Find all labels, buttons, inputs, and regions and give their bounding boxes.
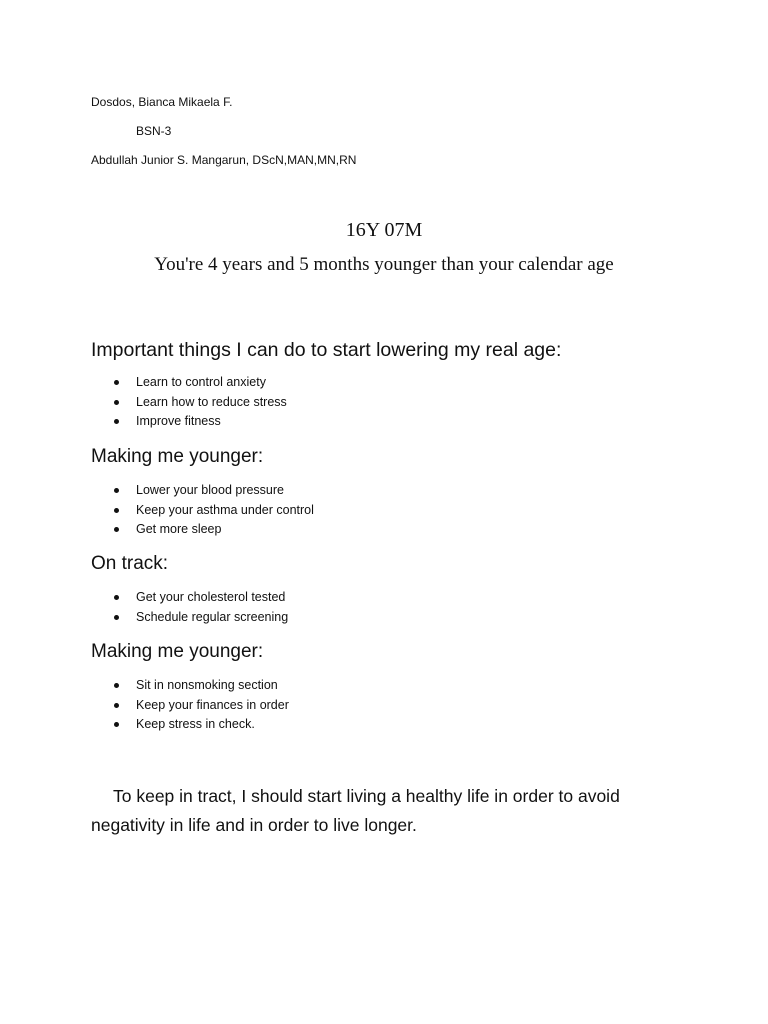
real-age-value: 16Y 07M [345,219,423,241]
age-comparison-message: You're 4 years and 5 months younger than your calendar age [154,254,614,275]
list-item [111,373,287,393]
bullet-icon [114,400,119,405]
bullet-icon [114,527,119,532]
list-item-text: Improve fitness [136,414,221,429]
instructor-name: Abdullah Junior S. Mangarun, DScN,MAN,MN,RN [91,153,357,167]
bullet-list [111,588,288,627]
list-item [111,676,289,696]
bullet-icon [114,615,119,620]
bullet-icon [114,488,119,493]
conclusion-line: To keep in tract, I should start living a healthy life in order to avoid [113,786,620,806]
section-heading: Making me younger: [91,641,264,662]
list-item [111,412,287,432]
list-item-text: Keep stress in check. [136,717,255,732]
bullet-icon [114,595,119,600]
list-item [111,501,314,521]
list-item-text: Learn to control anxiety [136,375,266,389]
list-item-text: Get your cholesterol tested [136,590,286,604]
section-heading: On track: [91,553,169,574]
list-item-text: Lower your blood pressure [136,483,284,497]
student-name: Dosdos, Bianca Mikaela F. [91,95,233,109]
section-heading: Making me younger: [91,446,264,467]
bullet-icon [114,419,119,424]
bullet-icon [114,380,119,385]
section-heading: Important things I can do to start lowering my real age: [91,339,562,361]
list-item [111,481,314,501]
list-item-text: Learn how to reduce stress [136,394,287,409]
list-item-text: Schedule regular screening [136,609,289,624]
list-item [111,393,287,413]
bullet-list [111,676,289,735]
list-item [111,715,289,735]
bullet-icon [114,508,119,513]
conclusion-paragraph [91,782,691,840]
bullet-icon [114,703,119,708]
list-item-text: Sit in nonsmoking section [136,678,278,692]
list-item-text: Keep your finances in order [136,697,289,712]
bullet-icon [114,722,119,727]
conclusion-line: negativity in life and in order to live longer. [91,815,417,835]
list-item-text: Get more sleep [136,522,222,537]
bullet-list [111,373,287,432]
list-item [111,608,288,628]
list-item [111,520,314,540]
list-item [111,588,288,608]
list-item [111,696,289,716]
bullet-icon [114,683,119,688]
list-item-text: Keep your asthma under control [136,502,314,517]
section-label: BSN-3 [136,124,172,138]
bullet-list [111,481,314,540]
